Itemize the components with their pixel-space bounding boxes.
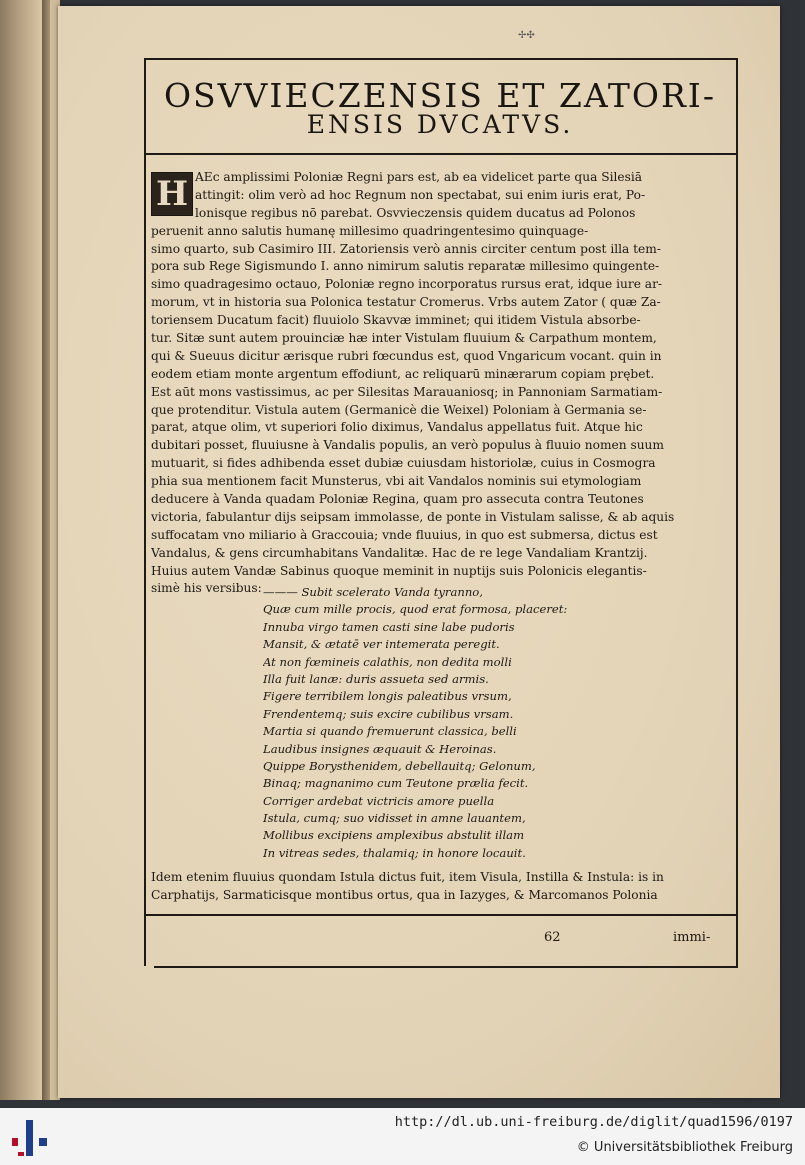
ink-mark: ✢✣ (518, 30, 535, 41)
body-line: simo quarto, sub Casimiro III. Zatoriensis verò annis circiter centum post illa tem- (151, 241, 661, 256)
frame-rule-title (146, 153, 736, 155)
spine-edge (42, 0, 50, 1100)
body-line: deducere à Vanda quadam Poloniæ Regina, quam pro assecuta contra Teutones (151, 492, 644, 507)
poem-line: Innuba virgo tamen casti sine labe pudoris (263, 619, 515, 634)
page-title-line2: ENSIS DVCATVS. (306, 110, 574, 139)
body-line: toriensem Ducatum facit) fluuiolo Skavvæ imminet; qui itidem Vistula absorbe- (151, 313, 641, 328)
poem-line: Mollibus excipiens amplexibus abstulit illam (263, 828, 525, 843)
body-line: tur. Sitæ sunt autem prouinciæ hæ inter Vistulam fluuium & Carpathum montem, (151, 331, 657, 346)
poem-line: Illa fuit lanæ: duris assueta sed armis. (263, 671, 489, 686)
body-line: morum, vt in historia sua Polonica testatur Cromerus. Vrbs autem Zator ( quæ Za- (151, 295, 661, 310)
poem-line: Figere terribilem longis paleatibus vrsum, (263, 689, 512, 704)
book-spine (0, 0, 60, 1100)
drop-cap: H (151, 172, 193, 216)
body-line: dubitari posset, fluuiusne à Vandalis populis, an verò populus à fluuio nomen suum (151, 438, 664, 453)
body-line: victoria, fabulantur dijs seipsam immolasse, de ponte in Vistulam salisse, & ab aquis (151, 509, 675, 524)
ub-freiburg-logo-icon (10, 1116, 50, 1158)
body-line: phia sua mentionem facit Munsterus, vbi ait Vandalos nominis sui etymologiam (151, 474, 642, 489)
poem-line: ——— Subit scelerato Vanda tyranno, (263, 585, 483, 599)
body-line: pora sub Rege Sigismundo I. anno nimirum salutis reparatæ millesimo quingente- (151, 259, 660, 274)
catchword: immi- (673, 930, 711, 945)
frame-rule-text (146, 914, 736, 916)
page-title-line1: OSVVIECZENSIS ET ZATORI- (164, 76, 716, 115)
body-line: Idem etenim fluuius quondam Istula dictus fuit, item Visula, Instilla & Instula: is in (151, 870, 664, 884)
body-line: qui & Sueuus dicitur ærisque rubri fœcundus est, quod Vngaricum vocant. quin in (151, 348, 662, 363)
poem-line: Laudibus insignes æquauit & Heroinas. (263, 741, 497, 756)
poem-line: Istula, cumq; suo vidisset in amne lauantem, (263, 811, 526, 826)
poem-line: Quippe Borysthenidem, debellauitq; Gelonum, (263, 758, 536, 773)
body-line: mutuarit, si fides adhibenda esset dubiæ cuiusdam historiolæ, cuius in Cosmogra (151, 456, 656, 471)
page-number: 62 (544, 930, 561, 945)
viewer-footer (0, 1108, 805, 1165)
body-line: eodem etiam monte argentum effodiunt, ac reliquarū minærarum copiam prębet. (151, 366, 655, 381)
closing-text (151, 868, 731, 904)
body-line: parat, atque olim, vt superiori folio diximus, Vandalus appellatus fuit. Atque hic (151, 420, 643, 435)
poem-line: In vitreas sedes, thalamiq; in honore locauit. (263, 845, 526, 860)
poem-line: Binaq; magnanimo cum Teutone prælia fecit. (263, 776, 529, 791)
poem-line: At non fœmineis calathis, non dedita molli (263, 654, 512, 669)
body-text (151, 169, 731, 598)
body-line: Carphatijs, Sarmaticisque montibus ortus, qua in Iazyges, & Marcomanos Polonia (151, 888, 658, 902)
poem-line: Frendentemq; suis excire cubilibus vrsam. (263, 706, 514, 721)
poem-line: Quæ cum mille procis, quod erat formosa, placeret: (263, 602, 568, 617)
poem-line: Mansit, & ætatē ver intemerata peregit. (263, 637, 500, 652)
frame-rule-bottom (154, 966, 738, 968)
body-line: AEc amplissimi Poloniæ Regni pars est, ab ea videlicet parte qua Silesiā (195, 170, 642, 184)
poem-verses (263, 584, 643, 862)
permalink-url[interactable]: http://dl.ub.uni-freiburg.de/diglit/quad1596/0197 (394, 1114, 793, 1130)
body-line: lonisque regibus nō parebat. Osvvieczensis quidem ducatus ad Polonos (195, 205, 636, 220)
copyright-notice: © Universitätsbibliothek Freiburg (576, 1140, 793, 1155)
page-leaf (58, 6, 780, 1098)
body-line: suffocatam vno miliario à Graccouia; vnde fluuius, in quo est submersa, dictus est (151, 527, 658, 542)
body-line: Est aūt mons vastissimus, ac per Silesitas Marauaniosq; in Pannoniam Sarmatiam- (151, 384, 663, 399)
body-line: simo quadragesimo octauo, Poloniæ regno incorporatus rursus erat, idque iure ar- (151, 277, 663, 292)
body-line: peruenit anno salutis humanę millesimo quadringentesimo quinquage- (151, 223, 589, 238)
body-line: attingit: olim verò ad hoc Regnum non spectabat, sui enim iuris erat, Po- (195, 187, 646, 202)
poem-line: Corriger ardebat victricis amore puella (263, 793, 495, 808)
body-line: Vandalus, & gens circumhabitans Vandalitæ. Hac de re lege Vandaliam Krantzij. (151, 545, 648, 560)
body-line: que protenditur. Vistula autem (Germanicè die Weixel) Poloniam à Germania se- (151, 402, 647, 417)
body-line: simè his versibus: (151, 581, 262, 596)
poem-line: Martia si quando fremuerunt classica, belli (263, 724, 517, 739)
body-line: Huius autem Vandæ Sabinus quoque meminit in nuptijs suis Polonicis elegantis- (151, 563, 647, 578)
